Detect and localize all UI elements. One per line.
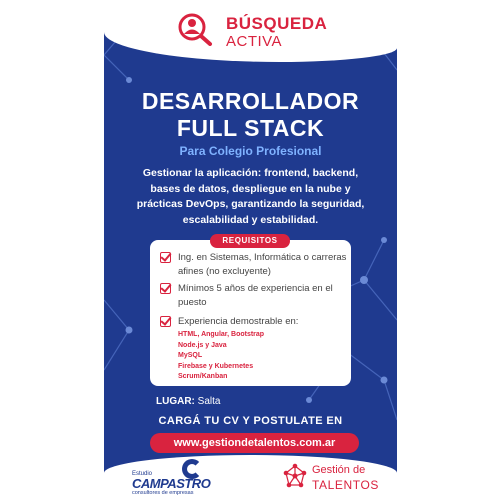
campastro-logo-name: CAMPASTRO <box>132 476 211 491</box>
technology-list <box>178 330 348 383</box>
checkbox-checked-icon <box>160 283 171 294</box>
cta-text: CARGÁ TU CV Y POSTULATE EN <box>158 415 343 427</box>
requirements-label: REQUISITOS <box>210 234 290 248</box>
requirement-text: Ing. en Sistemas, Informática o carreras afines (no excluyente) <box>178 252 347 277</box>
footer <box>104 455 397 500</box>
location-label: LUGAR: <box>156 396 195 407</box>
job-title <box>104 88 397 142</box>
technology-item: HTML, Angular, Bootstrap <box>178 331 265 338</box>
job-title-line1: DESARROLLADOR <box>141 88 360 114</box>
technology-item: MySQL <box>178 352 203 359</box>
requirement-text: Mínimos 5 años de experiencia en el puesto <box>178 283 333 308</box>
technology-item: Node.js y Java <box>178 341 227 349</box>
requirement-text: Experiencia demostrable en: <box>178 316 299 327</box>
network-people-icon <box>282 463 308 489</box>
badge-subtitle: ACTIVA <box>226 33 283 50</box>
gestion-logo-line1: Gestión de <box>312 464 366 476</box>
technology-item: Scrum/Kanban <box>178 373 228 380</box>
location <box>156 396 220 407</box>
gestion-talentos-logo <box>282 461 392 497</box>
badge-title: BÚSQUEDA <box>226 14 328 33</box>
job-description: Gestionar la aplicación: frontend, backend, bases de datos, despliegue en la nube y prácticas DevOps, garantizando la seguridad, escalabilidad y estabilidad. <box>136 167 365 226</box>
location-value: Salta <box>197 396 221 407</box>
technology-item: Firebase y Kubernetes <box>178 362 254 370</box>
job-poster <box>104 0 397 500</box>
campastro-logo-tagline: consultores de empresas <box>132 490 194 496</box>
gestion-logo-line2: TALENTOS <box>312 478 380 492</box>
job-subtitle: Para Colegio Profesional <box>179 144 322 158</box>
checkbox-checked-icon <box>160 252 171 263</box>
checkbox-checked-icon <box>160 316 171 327</box>
website-link[interactable]: www.gestiondetalentos.com.ar <box>150 433 359 453</box>
campastro-logo-prefix: Estudio <box>132 471 153 477</box>
campastro-logo <box>132 459 222 497</box>
job-title-line2: FULL STACK <box>176 115 325 141</box>
user-search-icon <box>176 12 214 46</box>
requirements-box <box>150 236 351 386</box>
